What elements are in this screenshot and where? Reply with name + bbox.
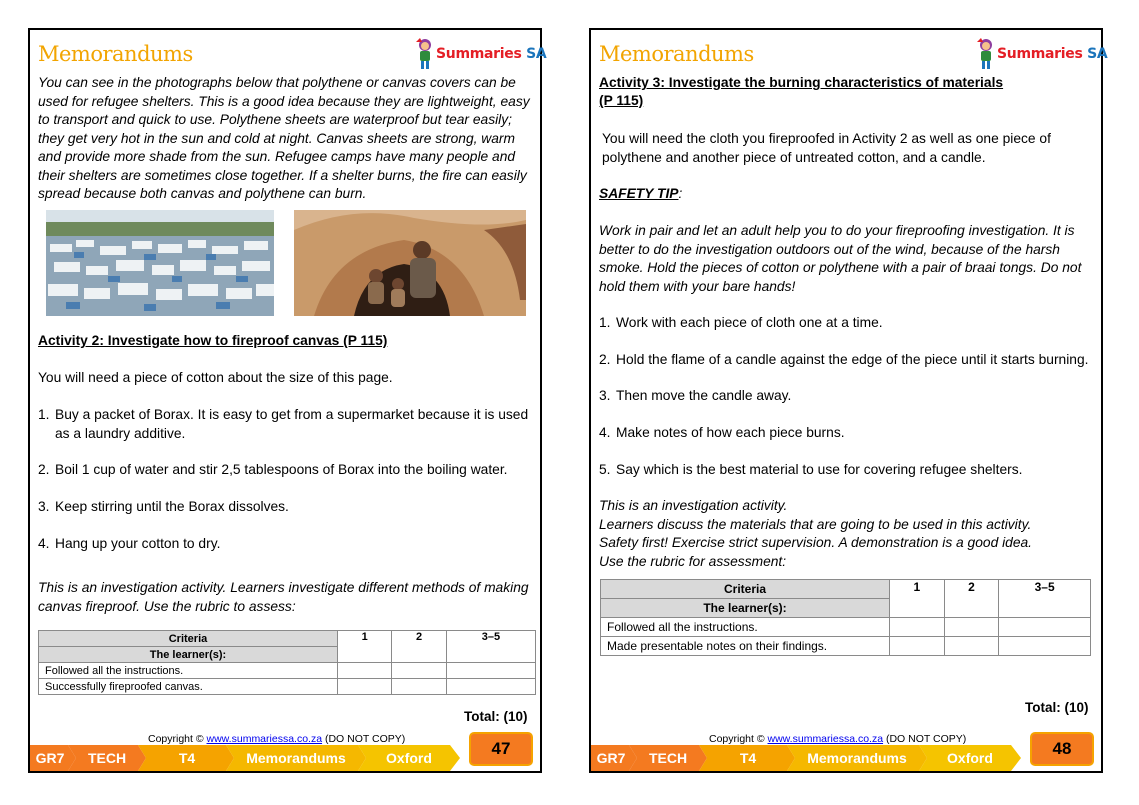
copyright-line bbox=[709, 733, 966, 745]
need-text: You will need a piece of cotton about the size of this page. bbox=[38, 370, 393, 385]
step-text: Then move the candle away. bbox=[616, 388, 792, 403]
summaries-sa-logo bbox=[414, 36, 547, 70]
criteria-header: Criteria bbox=[601, 580, 890, 599]
learners-header: The learner(s): bbox=[39, 647, 338, 663]
step-number: 2. bbox=[38, 462, 50, 477]
step-number: 3. bbox=[599, 388, 611, 403]
copyright-suffix: (DO NOT COPY) bbox=[883, 733, 967, 745]
step-text: Buy a packet of Borax. It is easy to get from a supermarket because it is used as a laundry additive. bbox=[55, 407, 529, 441]
page-title: Memorandums bbox=[38, 42, 193, 66]
mascot-icon bbox=[975, 36, 997, 70]
step-text: Hang up your cotton to dry. bbox=[55, 536, 221, 551]
website-link[interactable]: www.summariessa.co.za bbox=[767, 733, 884, 745]
step-number: 3. bbox=[38, 499, 50, 514]
table-row bbox=[601, 618, 1091, 637]
step-text: Make notes of how each piece burns. bbox=[616, 425, 845, 440]
step-number: 4. bbox=[599, 425, 611, 440]
step-text: Hold the flame of a candle against the edge of the piece until it starts burning. bbox=[616, 352, 1089, 367]
table-row bbox=[39, 679, 536, 695]
safety-tip-text: Work in pair and let an adult help you to do your fireproofing investigation. It is better to do the investigation outdoors out of the wind, because of the harsh smoke. Hold the pieces of cotton or polythene with a pair of braai tongs. Do not hold them with your bare hands! bbox=[599, 223, 1082, 294]
summaries-sa-logo bbox=[975, 36, 1108, 70]
logo-sa: SA bbox=[1087, 46, 1108, 62]
document-page-47 bbox=[28, 28, 547, 773]
safety-tip-colon: : bbox=[678, 186, 683, 201]
rubric-table bbox=[38, 630, 536, 695]
list-item bbox=[599, 314, 1095, 333]
list-item bbox=[599, 424, 1095, 443]
list-item bbox=[38, 406, 534, 443]
footer-term: T4 bbox=[178, 750, 196, 766]
page-number-badge: 48 bbox=[1030, 732, 1094, 766]
rubric-criterion: Followed all the instructions. bbox=[39, 663, 338, 679]
footer-subject: TECH bbox=[648, 750, 688, 766]
column-header-3-5: 3–5 bbox=[999, 580, 1091, 618]
assessment-note: This is an investigation activity. Learners investigate different methods of making canvas fireproof. Use the rubric to assess: bbox=[38, 580, 529, 614]
mascot-icon bbox=[414, 36, 436, 70]
criteria-header: Criteria bbox=[39, 631, 338, 647]
refugee-camp-photo bbox=[46, 210, 274, 316]
note-line: Learners discuss the materials that are going to be used in this activity. bbox=[599, 517, 1032, 532]
column-header-1: 1 bbox=[890, 580, 945, 618]
safety-tip-heading bbox=[599, 185, 1095, 204]
total-marks: Total: (10) bbox=[1025, 700, 1089, 715]
activity-3-heading: Activity 3: Investigate the burning characteristics of materials bbox=[599, 75, 1004, 90]
step-number: 1. bbox=[38, 407, 50, 422]
step-text: Boil 1 cup of water and stir 2,5 tablespoons of Borax into the boiling water. bbox=[55, 462, 508, 477]
step-number: 1. bbox=[599, 315, 611, 330]
column-header-2: 2 bbox=[392, 631, 446, 663]
footer-subject: TECH bbox=[87, 750, 127, 766]
safety-tip-label: SAFETY TIP bbox=[599, 186, 679, 201]
note-line: This is an investigation activity. bbox=[599, 498, 788, 513]
step-number: 5. bbox=[599, 462, 611, 477]
document-page-48 bbox=[589, 28, 1108, 773]
footer-breadcrumb bbox=[30, 745, 470, 771]
rubric-table bbox=[600, 579, 1091, 656]
footer-section: Memorandums bbox=[246, 750, 346, 766]
list-item bbox=[38, 498, 534, 517]
page-title: Memorandums bbox=[599, 42, 754, 66]
note-line: Safety first! Exercise strict supervision. A demonstration is a good idea. bbox=[599, 535, 1033, 550]
footer-breadcrumb bbox=[591, 745, 1031, 771]
step-number: 2. bbox=[599, 352, 611, 367]
copyright-prefix: Copyright © bbox=[148, 733, 207, 745]
logo-sa: SA bbox=[526, 46, 547, 62]
footer-section: Memorandums bbox=[807, 750, 907, 766]
total-marks: Total: (10) bbox=[464, 709, 528, 724]
footer-term: T4 bbox=[739, 750, 757, 766]
column-header-3-5: 3–5 bbox=[446, 631, 535, 663]
copyright-prefix: Copyright © bbox=[709, 733, 768, 745]
list-item bbox=[599, 351, 1095, 370]
footer-grade: GR7 bbox=[35, 750, 65, 766]
column-header-1: 1 bbox=[338, 631, 392, 663]
table-row bbox=[601, 637, 1091, 656]
logo-text: Summaries bbox=[997, 46, 1088, 62]
page-number-badge: 47 bbox=[469, 732, 533, 766]
step-text: Keep stirring until the Borax dissolves. bbox=[55, 499, 289, 514]
step-text: Work with each piece of cloth one at a time. bbox=[616, 315, 883, 330]
activity-2-heading: Activity 2: Investigate how to fireproof canvas (P 115) bbox=[38, 333, 388, 348]
learners-header: The learner(s): bbox=[601, 599, 890, 618]
list-item bbox=[599, 461, 1095, 480]
intro-paragraph: You can see in the photographs below that polythene or canvas covers can be used for refugee shelters. This is a good idea because they are lightweight, easy to transport and quick to use. Polythene sheets are waterproof but tear easily; they get very hot in the sun and cold at night. Canvas sheets are strong, warm and provide more shade from the sun. Refugee camps have many people and their shelters are sometimes close together. If a shelter burns, the fire can easily spread because both canvas and polythene can burn. bbox=[38, 75, 530, 201]
logo-text: Summaries bbox=[436, 46, 527, 62]
list-item bbox=[38, 535, 534, 554]
activity-3-page-ref: (P 115) bbox=[599, 93, 644, 108]
step-text: Say which is the best material to use for covering refugee shelters. bbox=[616, 462, 1023, 477]
footer-publisher: Oxford bbox=[386, 750, 432, 766]
website-link[interactable]: www.summariessa.co.za bbox=[206, 733, 323, 745]
copyright-suffix: (DO NOT COPY) bbox=[322, 733, 406, 745]
canvas-shelter-photo bbox=[294, 210, 526, 316]
rubric-criterion: Made presentable notes on their findings. bbox=[601, 637, 890, 656]
footer-grade: GR7 bbox=[596, 750, 626, 766]
rubric-criterion: Successfully fireproofed canvas. bbox=[39, 679, 338, 695]
rubric-criterion: Followed all the instructions. bbox=[601, 618, 890, 637]
column-header-2: 2 bbox=[944, 580, 999, 618]
footer-publisher: Oxford bbox=[947, 750, 993, 766]
list-item bbox=[599, 387, 1095, 406]
table-row bbox=[39, 663, 536, 679]
step-number: 4. bbox=[38, 536, 50, 551]
note-line: Use the rubric for assessment: bbox=[599, 554, 787, 569]
need-text: You will need the cloth you fireproofed in Activity 2 as well as one piece of polythene and another piece of untreated cotton, and a candle. bbox=[602, 131, 1051, 165]
list-item bbox=[38, 461, 534, 480]
copyright-line bbox=[148, 733, 405, 745]
